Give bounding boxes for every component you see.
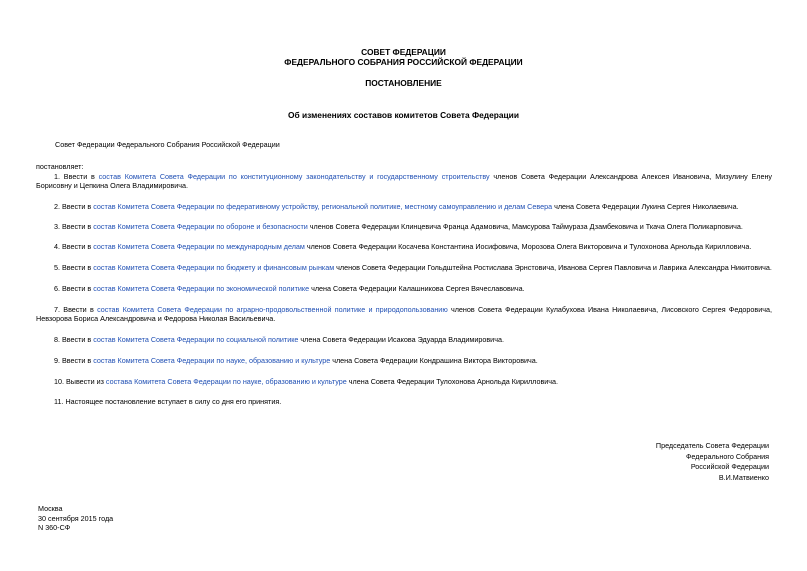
signatory-title-2: Федерального Собрания (685, 451, 769, 461)
item-text: 5. Ввести в (54, 263, 94, 272)
decree-item-11 (36, 397, 772, 406)
item-text: 6. Ввести в (54, 284, 94, 293)
item-text: члена Совета Федерации Калашникова Сергея Вячеславовича. (309, 284, 525, 293)
decree-item-5 (36, 263, 772, 272)
committee-link[interactable]: состав Комитета Совета Федерации по экономической политике (93, 284, 310, 293)
item-text: 7. Ввести в (54, 305, 98, 314)
item-text: 4. Ввести в (54, 242, 94, 251)
committee-link[interactable]: состав Комитета Совета Федерации по бюджету и финансовым рынкам (93, 263, 335, 272)
signatory-name: В.И.Матвиенко (718, 472, 769, 482)
signature-block (656, 441, 769, 483)
item-text: члена Совета Федерации Тулохонова Арнольда Кирилловича. (346, 377, 559, 386)
item-text: члена Совета Федерации Кондрашина Виктора Викторовича. (330, 356, 538, 365)
item-text: 3. Ввести в (54, 222, 94, 231)
item-text: членов Совета Федерации Александрова Алексея Ивановича, Мизулину Елену Борисовну и Цепкина Олега Владимировича. (36, 172, 773, 190)
item-text: членов Совета Федерации Клинцевича Франца Адамовича, Мамсурова Таймураза Дзамбековича и Ткача Олега Поликарповича. (307, 222, 743, 231)
decree-item-9 (36, 356, 772, 365)
decree-item-6 (36, 284, 772, 293)
document-footer (38, 504, 113, 533)
item-text: 9. Ввести в (54, 356, 94, 365)
document-header (0, 47, 807, 67)
resolves-word: постановляет: (36, 162, 84, 171)
preamble: Совет Федерации Федерального Собрания Российской Федерации (55, 140, 280, 149)
decree-item-4 (36, 242, 772, 251)
decree-item-7 (36, 305, 772, 323)
item-text: члена Совета Федерации Лукина Сергея Николаевича. (552, 202, 739, 211)
committee-link[interactable]: состав Комитета Совета Федерации по конституционному законодательству и государственному строительству (98, 172, 490, 181)
item-text: 1. Ввести в (54, 172, 99, 181)
decree-item-1 (36, 172, 772, 190)
header-line-2: ФЕДЕРАЛЬНОГО СОБРАНИЯ РОССИЙСКОЙ ФЕДЕРАЦИИ (284, 57, 523, 67)
header-line-1: СОВЕТ ФЕДЕРАЦИИ (361, 47, 446, 57)
item-text: 11. Настоящее постановление вступает в силу со дня его принятия. (54, 397, 282, 406)
decree-item-2 (36, 202, 772, 211)
committee-link[interactable]: состав Комитета Совета Федерации по обороне и безопасности (93, 222, 308, 231)
item-text: 10. Вывести из (54, 377, 106, 386)
decree-item-3 (36, 222, 772, 231)
decree-item-10 (36, 377, 772, 386)
footer-city: Москва (38, 504, 63, 513)
document-title: Об изменениях составов комитетов Совета Федерации (288, 110, 519, 120)
item-text: членов Совета Федерации Гольдштейна Ростислава Эрнстовича, Иванова Сергея Павловича и Лаврика Александра Никитовича. (334, 263, 772, 272)
item-text: 8. Ввести в (54, 335, 94, 344)
committee-link[interactable]: состав Комитета Совета Федерации по науке, образованию и культуре (93, 356, 331, 365)
committee-link[interactable]: состав Комитета Совета Федерации по международным делам (93, 242, 305, 251)
footer-number: N 360-СФ (38, 523, 71, 533)
decree-item-8 (36, 335, 772, 344)
decree-items (36, 172, 772, 406)
item-text: 2. Ввести в (54, 202, 94, 211)
item-text: членов Совета Федерации Кулабухова Ивана Николаевича, Лисовского Сергея Федоровича, Невзорова Бориса Александровича и Федорова Николая Васильевича. (36, 305, 772, 323)
signatory-title-3: Российской Федерации (690, 462, 769, 471)
decree-type: ПОСТАНОВЛЕНИЕ (365, 78, 442, 88)
committee-link[interactable]: состав Комитета Совета Федерации по федеративному устройству, региональной политике, местному самоуправлению и делам Севера (93, 202, 553, 211)
item-text: члена Совета Федерации Исакова Эдуарда Владимировича. (298, 335, 504, 344)
item-text: членов Совета Федерации Косачева Константина Иосифовича, Морозова Олега Викторовича и Тулохонова Арнольда Кирилловича. (304, 242, 752, 251)
footer-date: 30 сентября 2015 года (38, 513, 114, 523)
committee-link[interactable]: состава Комитета Совета Федерации по науке, образованию и культуре (105, 377, 347, 386)
signatory-title-1: Председатель Совета Федерации (655, 441, 769, 450)
committee-link[interactable]: состав Комитета Совета Федерации по социальной политике (93, 335, 299, 344)
committee-link[interactable]: состав Комитета Совета Федерации по аграрно-продовольственной политике и природопользованию (97, 305, 448, 314)
